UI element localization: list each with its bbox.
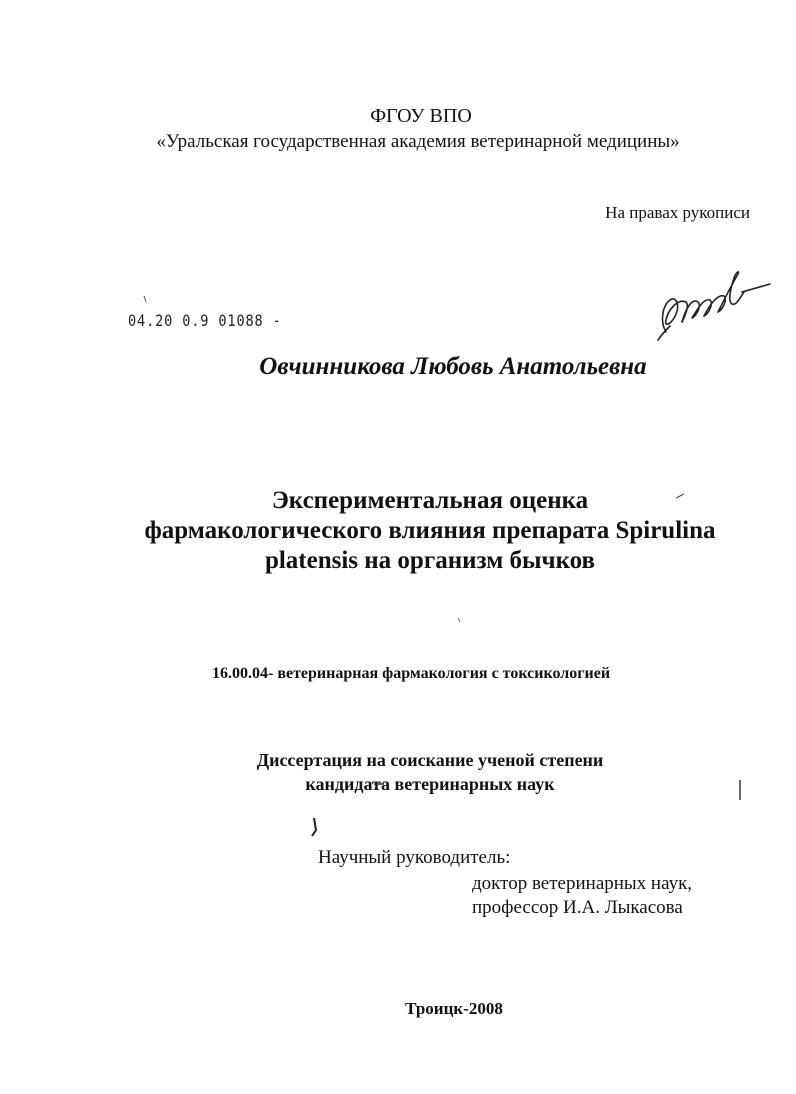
supervisor-label: Научный руководитель: bbox=[318, 847, 511, 868]
scan-mark bbox=[312, 818, 316, 836]
degree-line-2: кандидата ветеринарных наук bbox=[305, 774, 555, 794]
degree-line-1: Диссертация на соискание ученой степени bbox=[256, 750, 604, 770]
registration-number: 04.20 0.9 01088 - bbox=[128, 311, 282, 330]
title-line-2: фармакологического влияния препарата Spirulina bbox=[144, 517, 716, 544]
handwritten-signature-icon bbox=[652, 262, 776, 342]
manuscript-rights-note: На правах рукописи bbox=[605, 203, 750, 222]
scan-mark bbox=[458, 618, 460, 622]
organization-full: «Уральская государственная академия ветеринарной медицины» bbox=[156, 131, 680, 152]
specialty-code: 16.00.04- ветеринарная фармакология с токсикологией bbox=[212, 665, 611, 682]
title-line-1: Экспериментальная оценка bbox=[271, 487, 589, 514]
dissertation-degree bbox=[190, 748, 670, 796]
dissertation-title bbox=[110, 486, 750, 576]
scan-mark bbox=[144, 296, 146, 302]
author-name: Овчинникова Любовь Анатольевна bbox=[259, 353, 647, 380]
supervisor-name: профессор И.А. Лыкасова bbox=[472, 897, 683, 918]
organization-short: ФГОУ ВПО bbox=[370, 105, 472, 127]
supervisor-degree: доктор ветеринарных наук, bbox=[472, 873, 693, 894]
title-line-3: platensis на организм бычков bbox=[264, 547, 596, 574]
city-year: Троицк-2008 bbox=[405, 999, 503, 1018]
